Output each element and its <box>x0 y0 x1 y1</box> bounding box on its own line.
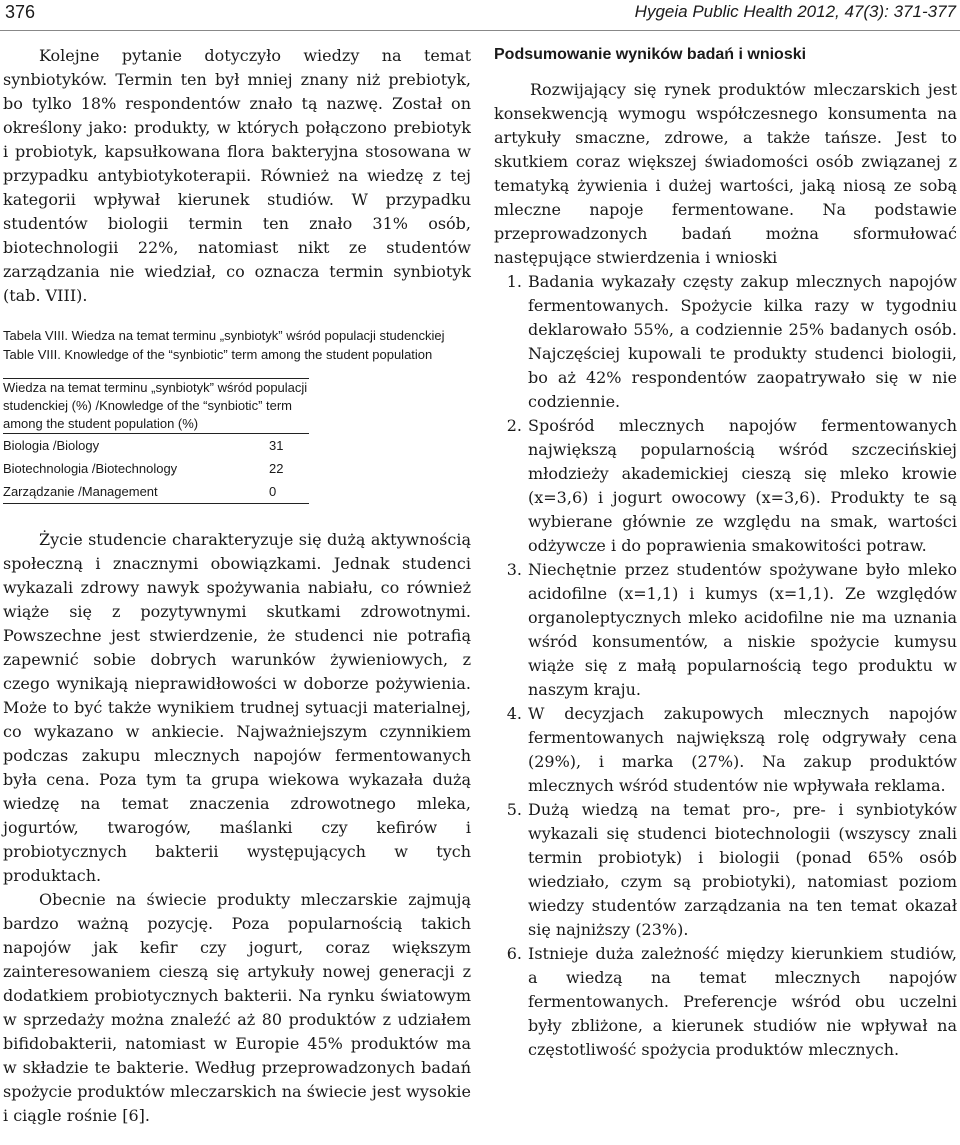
table-header-cell: Wiedza na temat terminu „synbiotyk” wśród populacji studenckiej (%) /Knowledge of the “synbiotic” term among the student population (%) <box>3 379 309 434</box>
list-item-text: Istnieje duża zależność między kierunkiem studiów, a wiedzą na temat mlecznych napojów fermentowanych. Preferencje wśród obu uczelni były zbliżone, a kierunek studiów nie wpływał na częstotliwość spożycia produktów mlecznych. <box>528 944 957 1059</box>
list-item-number: 2. <box>506 416 522 435</box>
table-caption-pl: Tabela VIII. Wiedza na temat terminu „synbiotyk” wśród populacji studenckiej <box>3 328 445 343</box>
paragraph-synbiotic-knowledge: Kolejne pytanie dotyczyło wiedzy na temat synbiotyków. Termin ten był mniej znany niż prebiotyk, bo tylko 18% respondentów znało tą nazwę. Został on określony jako: produkty, w których połączono prebiotyk i probiotyk, kapsułkowana flora bakteryjna stosowana w przypadku antybiotykoterapii. Również na wiedzę z tej kategorii wpływał kierunek studiów. W przypadku studentów biologii termin ten znało 31% osób, biotechnologii 22%, natomiast nikt ze studentów zarządzania nie wiedział, co oznacza termin synbiotyk (tab. VIII). <box>3 46 471 305</box>
list-item <box>494 270 957 414</box>
list-item-text: Dużą wiedzą na temat pro-, pre- i synbiotyków wykazali się studenci biotechnologii (wszyscy znali termin probiotyk) i biologii (ponad 65% osób wiedziało, czym są probiotyki), natomiast poziom wiedzy studentów zarządzania na ten temat okazał się najniższy (23%). <box>528 800 957 939</box>
journal-citation: Hygeia Public Health 2012, 47(3): 371-377 <box>634 2 956 21</box>
list-item-text: Spośród mlecznych napojów fermentowanych największą popularnością wśród szczecińskiej młodzieży akademickiej cieszą się mleko krowie (x=3,6) i jogurt owocowy (x=3,6). Produkty te są wybierane głównie ze względu na smak, wartości odżywcze i do poprawienia smakowitości potraw. <box>528 416 957 555</box>
list-item <box>494 942 957 1062</box>
table-caption-en: Table VIII. Knowledge of the “synbiotic” term among the student population <box>3 347 433 362</box>
list-item-number: 1. <box>506 272 522 291</box>
table-caption <box>3 326 471 364</box>
list-item-text: Badania wykazały częsty zakup mlecznych napojów fermentowanych. Spożycie kilka razy w tygodniu deklarowało 55%, a codziennie 25% badanych osób. Najczęściej kupowali te produkty studenci biologii, bo aż 42% respondentów zaopatrywało się w nie codziennie. <box>528 272 957 411</box>
list-item-text: Niechętnie przez studentów spożywane było mleko acidofilne (x=1,1) i kumys (x=1,1). Ze względów organoleptycznych mleko acidofilne nie ma uznania wśród konsumentów, a niskie spożycie kumysu wiąże się z małą popularnością tego produktu w naszym kraju. <box>528 560 957 699</box>
section-heading: Podsumowanie wyników badań i wnioski <box>494 46 807 63</box>
list-item-number: 3. <box>506 560 522 579</box>
list-item <box>494 414 957 558</box>
list-item-number: 6. <box>506 944 522 963</box>
paragraph-student-life: Życie studencie charakteryzuje się dużą aktywnością społeczną i znacznymi obowiązkami. Jednak studenci wykazali zdrowy nawyk spożywania nabiału, co również wiąże się z pozytywnymi skutkami zdrowotnymi. Powszechne jest stwierdzenie, że studenci nie potrafią zapewnić sobie dobrych warunków żywieniowych, z czego wynikają nieprawidłowości w doborze pożywienia. Może to być także wynikiem trudnej sytuacji materialnej, co wykazano w ankiecie. Najważniejszym czynnikiem podczas zakupu mlecznych napojów fermentowanych była cena. Poza tym ta grupa wiekowa wykazała dużą wiedzę na temat znaczenia zdrowotnego mleka, jogurtów, twarogów, maślanki czy kefirów i probiotycznych bakterii występujących w tych produktach. <box>3 530 471 885</box>
list-item-number: 4. <box>506 704 522 723</box>
table-row-label: Biotechnologia /Biotechnology <box>3 461 178 476</box>
left-column <box>3 44 471 1128</box>
table-row-label: Biologia /Biology <box>3 438 100 453</box>
table-row-value: 22 <box>269 461 284 476</box>
page-header <box>0 0 960 31</box>
right-column <box>494 44 957 1062</box>
paragraph-world-dairy: Obecnie na świecie produkty mleczarskie zajmują bardzo ważną pozycję. Poza popularnością takich napojów jak kefir czy jogurt, coraz większym zainteresowaniem cieszą się artykuły nowej generacji z dodatkiem probiotycznych bakterii. Na rynku światowym w sprzedaży można znaleźć aż 80 produktów z udziałem bifidobakterii, natomiast w Europie 45% produktów ma w składzie te bakterie. Według przeprowadzonych badań spożycie produktów mleczarskich na świecie jest wysokie i ciągle rośnie [6]. <box>3 890 471 1125</box>
table-row <box>3 434 309 458</box>
page-number: 376 <box>5 2 36 22</box>
table-row <box>3 480 309 504</box>
list-item-number: 5. <box>506 800 522 819</box>
list-item <box>494 702 957 798</box>
list-item <box>494 798 957 942</box>
list-item <box>494 558 957 702</box>
table-header-row <box>3 379 309 434</box>
left-body-text <box>3 528 471 1128</box>
table-row-label: Zarządzanie /Management <box>3 480 269 504</box>
paragraph-summary-intro: Rozwijający się rynek produktów mleczarskich jest konsekwencją wymogu współczesnego konsumenta na artykuły smaczne, zdrowe, a także tańsze. Jest to skutkiem coraz większej świadomości osób związanej z tematyką żywienia i dużej wartości, jaką niosą ze sobą mleczne napoje fermentowane. Na podstawie przeprowadzonych badań można sformułować następujące stwierdzenia i wnioski <box>494 80 957 267</box>
table-row-value: 31 <box>269 438 284 453</box>
conclusions-list <box>494 270 957 1062</box>
table-row-value: 0 <box>269 480 309 504</box>
table-row <box>3 457 309 480</box>
list-item-text: W decyzjach zakupowych mlecznych napojów fermentowanych największą rolę odgrywały cena (29%), i marka (27%). Na zakup produktów mlecznych wśród studentów nie wpływała reklama. <box>528 704 957 795</box>
table-viii <box>3 378 309 504</box>
